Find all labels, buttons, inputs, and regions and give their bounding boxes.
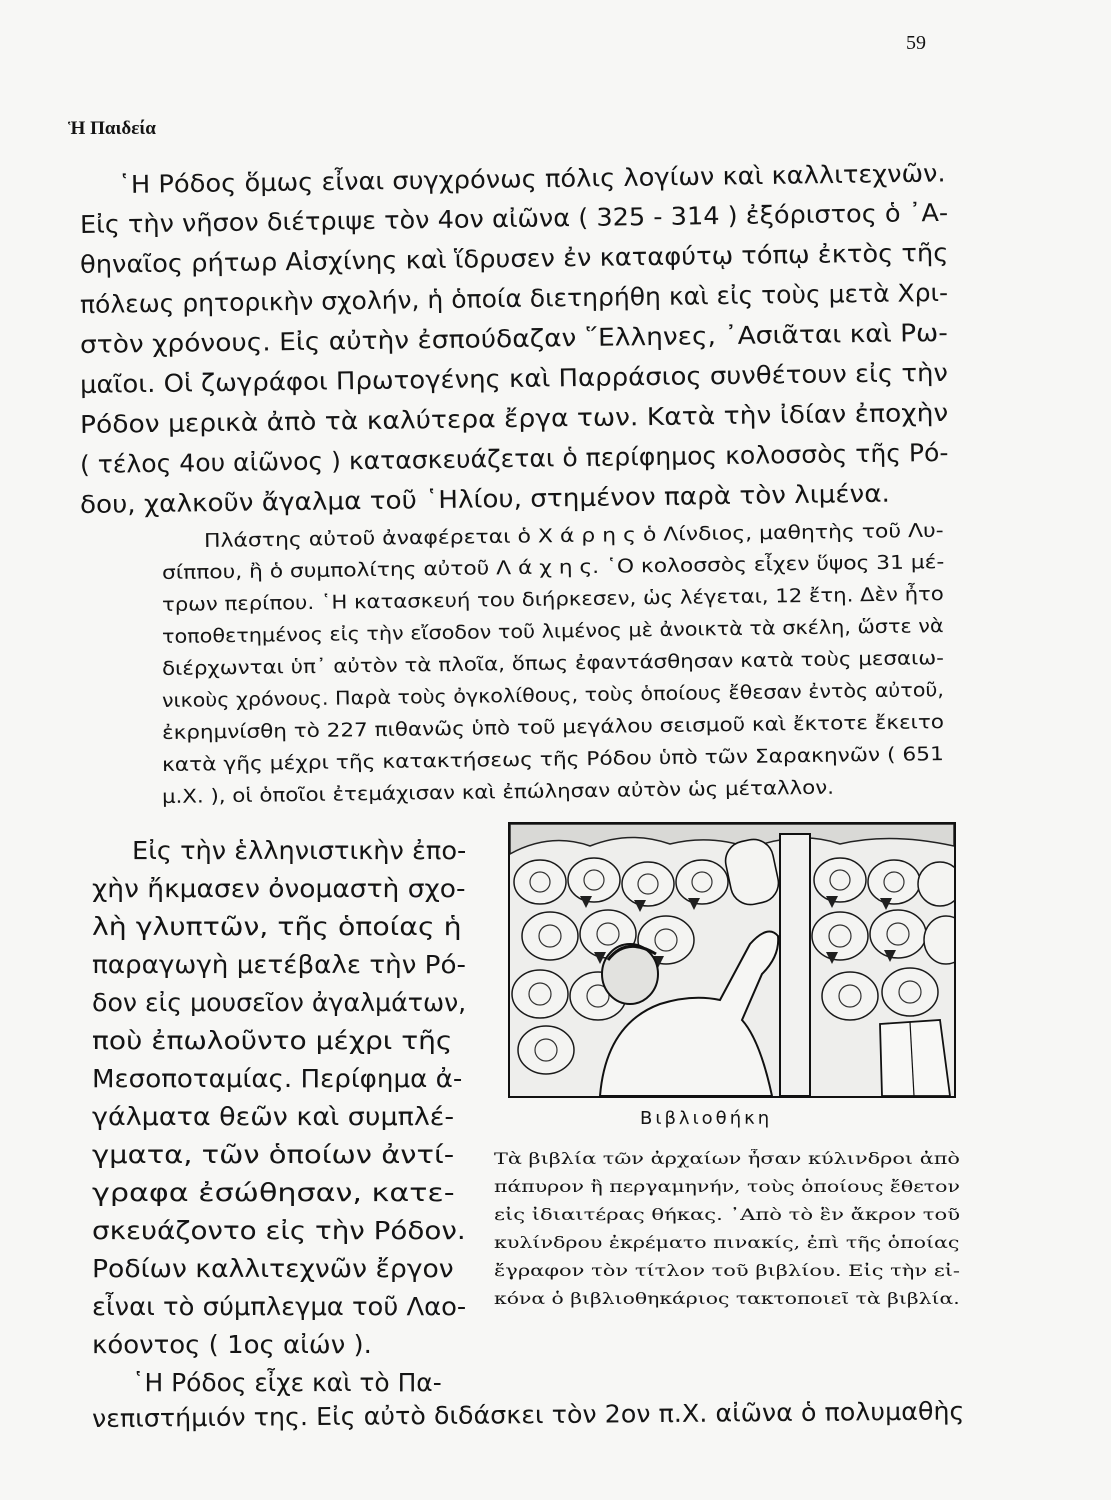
caption-line: ἔγραφον τὸν τίτλον τοῦ βιβλίου. Εἰς τὴν εἰ- <box>494 1262 961 1280</box>
final-text-line: νεπιστήμιόν της. Εἰς αὐτὸ διδάσκει τὸν 2ον π.Χ. αἰῶνα ὁ πολυμαθὴς <box>91 1396 965 1433</box>
main-text-line: ( τέλος 4ου αἰῶνος ) κατασκευάζεται ὁ περίφημος κολοσσὸς τῆς Ρό- <box>79 437 949 479</box>
note-text-line: μ.Χ. ), οἱ ὁποῖοι ἐτεμάχισαν καὶ ἐπώλησαν αὐτὸν ὡς μέταλλον. <box>161 776 835 808</box>
library-illustration-drawing <box>510 824 954 1096</box>
main-text-line: στὸν χρόνους. Εἰς αὐτὴν ἐσπούδαζαν ῞Ελληνες, ᾿Ασιᾶται καὶ Ρω- <box>79 317 949 359</box>
caption-line: Τὰ βιβλία τῶν ἀρχαίων ἦσαν κύλινδροι ἀπὸ <box>494 1150 960 1168</box>
note-text-line: κατὰ γῆς μέχρι τῆς κατακτήσεως τῆς Ρόδου ὑπὸ τῶν Σαρακηνῶν ( 651 <box>161 743 944 776</box>
caption-line: πάπυρον ἢ περγαμηνήν, τοὺς ὁποίους ἔθετον <box>494 1178 960 1196</box>
left-column-line: Ροδίων καλλιτεχνῶν ἔργον <box>92 1254 454 1283</box>
note-text-line: διέρχωνται ὑπ᾿ αὐτὸν τὰ πλοῖα, ὅπως ἐφαντάσθησαν κατὰ τοὺς μεσαιω- <box>161 647 945 680</box>
left-column-line: εἶναι τὸ σύμπλεγμα τοῦ Λαο- <box>92 1292 467 1321</box>
page-number: 59 <box>906 32 926 54</box>
caption-line: κόνα ὁ βιβλιοθηκάριος τακτοποιεῖ τὰ βιβλία. <box>494 1290 960 1308</box>
left-column-line: κόοντος ( 1ος αἰών ). <box>92 1330 372 1359</box>
main-text-line: πόλεως ρητορικὴν σχολήν, ἡ ὁποία διετηρήθη καὶ εἰς τοὺς μετὰ Χρι- <box>79 277 949 319</box>
caption-line: εἰς ἰδιαιτέρας θήκας. ᾿Απὸ τὸ ἓν ἄκρον τοῦ <box>494 1206 961 1224</box>
left-column-line: γραφα ἐσώθησαν, κατε- <box>92 1178 455 1207</box>
left-column-line: Εἰς τὴν ἑλληνιστικὴν ἐπο- <box>132 836 467 865</box>
left-column-line: σκευάζοντο εἰς τὴν Ρόδον. <box>92 1216 466 1245</box>
figure-title: Βιβλιοθήκη <box>640 1108 773 1129</box>
left-column-line: Μεσοποταμίας. Περίφημα ἀ- <box>92 1064 463 1093</box>
left-column-line: ποὺ ἐπωλοῦντο μέχρι τῆς <box>92 1026 453 1055</box>
main-text-line: ῾Η Ρόδος ὅμως εἶναι συγχρόνως πόλις λογίων καὶ καλλιτεχνῶν. <box>117 158 946 199</box>
note-text-line: νικοὺς χρόνους. Παρὰ τοὺς ὀγκολίθους, τοὺς ὁποίους ἔθεσαν ἐντὸς αὐτοῦ, <box>161 679 945 712</box>
main-text-line: δου, χαλκοῦν ἄγαλμα τοῦ ῾Ηλίου, στημένον παρὰ τὸν λιμένα. <box>79 478 891 519</box>
left-column-line: χὴν ἤκμασεν ὀνομαστὴ σχο- <box>92 874 466 903</box>
note-text-line: ἐκρημνίσθη τὸ 227 πιθανῶς ὑπὸ τοῦ μεγάλου σεισμοῦ καὶ ἔκτοτε ἔκειτο <box>161 711 945 744</box>
left-column-line: παραγωγὴ μετέβαλε τὴν Ρό- <box>92 950 466 979</box>
left-column-line: γματα, τῶν ὁποίων ἀντί- <box>92 1140 455 1169</box>
main-text-line: Εἰς τὴν νῆσον διέτριψε τὸν 4ον αἰῶνα ( 325 - 314 ) ἐξόριστος ὁ ᾿Α- <box>79 197 949 239</box>
note-text-line: τοποθετημένος εἰς τὴν εἴσοδον τοῦ λιμένος μὲ ἀνοικτὰ τὰ σκέλη, ὥστε νὰ <box>161 615 944 648</box>
library-illustration <box>508 822 956 1098</box>
left-column-line: ῾Η Ρόδος εἶχε καὶ τὸ Πα- <box>132 1368 442 1397</box>
left-column-line: λὴ γλυπτῶν, τῆς ὁποίας ἡ <box>92 912 462 941</box>
left-column-line: δον εἰς μουσεῖον ἀγαλμάτων, <box>92 988 467 1017</box>
main-text-line: μαῖοι. Οἱ ζωγράφοι Πρωτογένης καὶ Παρράσιος συνθέτουν εἰς τὴν <box>79 357 949 399</box>
note-text-line: τρων περίπου. ῾Η κατασκευή του διήρκεσεν, ὡς λέγεται, 12 ἔτη. Δὲν ἦτο <box>161 583 944 616</box>
main-text-line: Ρόδον μερικὰ ἀπὸ τὰ καλύτερα ἔργα των. Κατὰ τὴν ἰδίαν ἐποχὴν <box>79 397 949 439</box>
section-heading: Ἡ Παιδεία <box>68 118 156 139</box>
main-text-line: θηναῖος ρήτωρ Αἰσχίνης καὶ ἵδρυσεν ἐν καταφύτῳ τόπῳ ἐκτὸς τῆς <box>79 237 949 279</box>
caption-line: κυλίνδρου ἐκρέματο πινακίς, ἐπὶ τῆς ὁποίας <box>494 1234 960 1252</box>
left-column-line: γάλματα θεῶν καὶ συμπλέ- <box>92 1102 455 1131</box>
note-text-line: σίππου, ἢ ὁ συμπολίτης αὐτοῦ Λ ά χ η ς. ῾Ο κολοσσὸς εἶχεν ὕψος 31 μέ- <box>161 551 945 584</box>
note-text-line: Πλάστης αὐτοῦ ἀναφέρεται ὁ Χ ά ρ η ς ὁ Λίνδιος, μαθητὴς τοῦ Λυ- <box>203 519 944 552</box>
